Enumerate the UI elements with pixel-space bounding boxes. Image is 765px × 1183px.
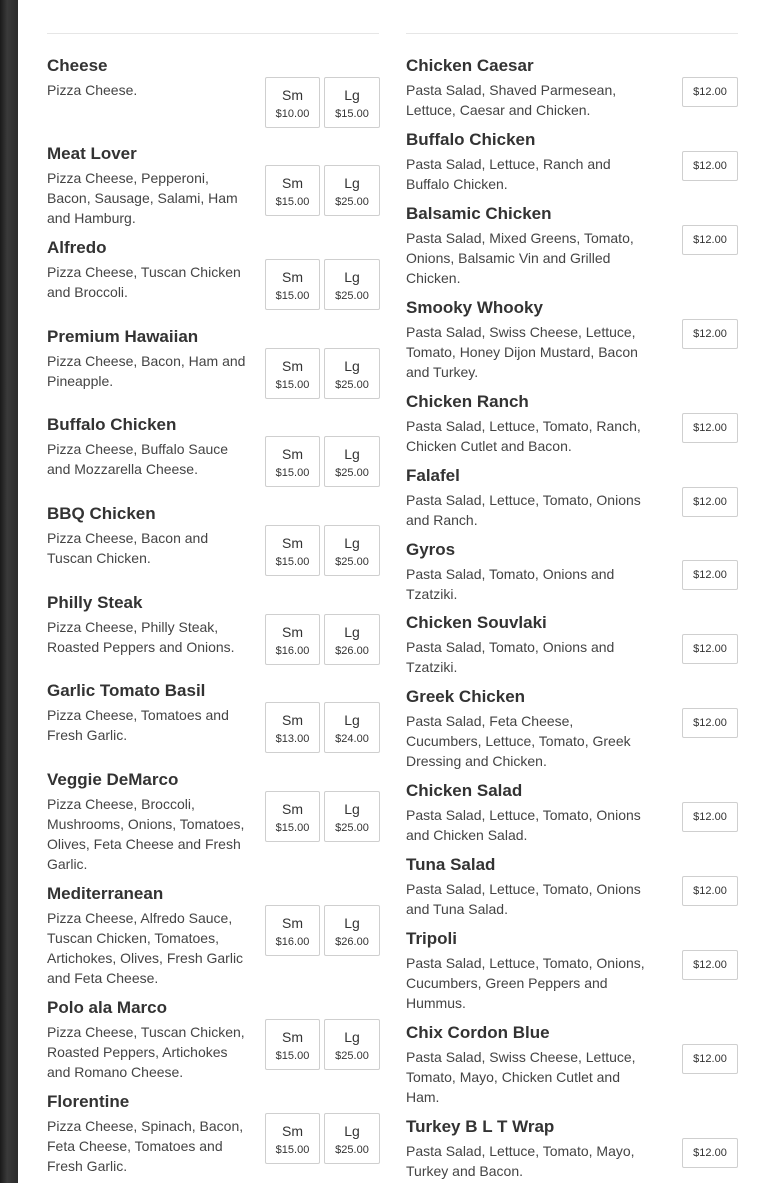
item-description: Pizza Cheese, Tuscan Chicken, Roasted Peppers, Artichokes and Romano Cheese. (47, 1024, 245, 1080)
size-large-button[interactable] (324, 259, 380, 310)
price-button[interactable] (682, 802, 738, 832)
item-description: Pasta Salad, Swiss Cheese, Lettuce, Tomato, Mayo, Chicken Cutlet and Ham. (406, 1049, 636, 1105)
price: $12.00 (693, 569, 727, 581)
size-large-button[interactable] (324, 77, 380, 128)
size-label: Lg (344, 175, 360, 191)
item-description: Pizza Cheese, Tomatoes and Fresh Garlic. (47, 707, 229, 743)
size-label: Sm (282, 446, 303, 462)
price: $12.00 (693, 885, 727, 897)
size-label: Sm (282, 712, 303, 728)
price-button[interactable] (682, 487, 738, 517)
size-label: Lg (344, 87, 360, 103)
item-name: BBQ Chicken (47, 504, 156, 523)
item-description: Pasta Salad, Tomato, Onions and Tzatziki. (406, 639, 615, 675)
size-small-button[interactable] (265, 702, 320, 753)
price: $16.00 (275, 645, 310, 657)
price: $25.00 (335, 196, 369, 208)
price-button[interactable] (682, 560, 738, 590)
price: $12.00 (693, 1053, 727, 1065)
price: $12.00 (693, 959, 727, 971)
price-button[interactable] (682, 634, 738, 664)
item-description: Pasta Salad, Lettuce, Tomato, Onions and Ranch. (406, 492, 641, 528)
price-button[interactable] (682, 950, 738, 980)
price: $12.00 (693, 811, 727, 823)
item-name: Chicken Salad (406, 781, 523, 800)
size-label: Sm (282, 175, 303, 191)
price-button[interactable] (682, 77, 738, 107)
size-large-button[interactable] (324, 525, 380, 576)
size-large-button[interactable] (324, 791, 380, 842)
size-small-button[interactable] (265, 165, 320, 216)
price: $12.00 (693, 86, 727, 98)
item-name: Chicken Ranch (406, 392, 529, 411)
price: $15.00 (275, 556, 310, 568)
price-button[interactable] (682, 225, 738, 255)
item-description: Pasta Salad, Lettuce, Tomato, Onions and Tuna Salad. (406, 881, 641, 917)
size-small-button[interactable] (265, 791, 320, 842)
price: $24.00 (335, 733, 369, 745)
divider (406, 33, 738, 34)
size-small-button[interactable] (265, 436, 320, 487)
size-label: Sm (282, 801, 303, 817)
item-name: Philly Steak (47, 593, 143, 612)
price: $15.00 (275, 196, 310, 208)
item-name: Meat Lover (47, 144, 137, 163)
size-large-button[interactable] (324, 702, 380, 753)
item-description: Pizza Cheese, Buffalo Sauce and Mozzarella Cheese. (47, 441, 229, 477)
item-description: Pasta Salad, Swiss Cheese, Lettuce, Tomato, Honey Dijon Mustard, Bacon and Turkey. (406, 324, 638, 380)
window-edge (0, 0, 18, 1183)
menu-page (18, 0, 765, 1183)
item-description: Pizza Cheese, Bacon, Ham and Pineapple. (47, 353, 246, 389)
item-description: Pizza Cheese. (47, 82, 138, 98)
size-label: Sm (282, 358, 303, 374)
price: $15.00 (275, 290, 310, 302)
price-button[interactable] (682, 151, 738, 181)
size-small-button[interactable] (265, 905, 320, 956)
size-label: Sm (282, 915, 303, 931)
size-small-button[interactable] (265, 259, 320, 310)
item-description: Pizza Cheese, Spinach, Bacon, Feta Cheese, Tomatoes and Fresh Garlic. (47, 1118, 244, 1174)
item-name: Gyros (406, 540, 456, 559)
size-label: Sm (282, 87, 303, 103)
size-small-button[interactable] (265, 1113, 320, 1164)
size-label: Lg (344, 358, 360, 374)
price: $25.00 (335, 379, 369, 391)
price: $12.00 (693, 234, 727, 246)
item-description: Pizza Cheese, Pepperoni, Bacon, Sausage, Salami, Ham and Hamburg. (47, 170, 238, 226)
size-small-button[interactable] (265, 348, 320, 399)
price: $15.00 (275, 1050, 310, 1062)
item-description: Pasta Salad, Mixed Greens, Tomato, Onions, Balsamic Vin and Grilled Chicken. (406, 230, 634, 286)
size-label: Lg (344, 915, 360, 931)
price: $15.00 (275, 822, 310, 834)
item-description: Pasta Salad, Feta Cheese, Cucumbers, Lettuce, Tomato, Greek Dressing and Chicken. (406, 713, 631, 769)
price-button[interactable] (682, 1138, 738, 1168)
price: $25.00 (335, 1144, 369, 1156)
item-name: Polo ala Marco (47, 998, 167, 1017)
item-name: Chicken Souvlaki (406, 613, 547, 632)
price: $15.00 (275, 379, 310, 391)
item-name: Chicken Caesar (406, 56, 534, 75)
size-large-button[interactable] (324, 348, 380, 399)
size-label: Lg (344, 446, 360, 462)
item-name: Balsamic Chicken (406, 204, 552, 223)
price: $15.00 (335, 108, 369, 120)
price: $26.00 (335, 645, 369, 657)
item-name: Tripoli (406, 929, 457, 948)
price-button[interactable] (682, 413, 738, 443)
price: $16.00 (275, 936, 310, 948)
price-button[interactable] (682, 876, 738, 906)
item-name: Greek Chicken (406, 687, 526, 706)
size-large-button[interactable] (324, 1113, 380, 1164)
price: $10.00 (275, 108, 310, 120)
item-description: Pasta Salad, Lettuce, Ranch and Buffalo Chicken. (406, 156, 611, 192)
price-button[interactable] (682, 1044, 738, 1074)
size-small-button[interactable] (265, 525, 320, 576)
size-label: Lg (344, 1123, 360, 1139)
item-name: Tuna Salad (406, 855, 496, 874)
price-button[interactable] (682, 708, 738, 738)
price: $15.00 (275, 467, 310, 479)
price: $25.00 (335, 822, 369, 834)
item-description: Pizza Cheese, Bacon and Tuscan Chicken. (47, 530, 209, 566)
item-name: Smooky Whooky (406, 298, 543, 317)
size-small-button[interactable] (265, 1019, 320, 1070)
item-name: Florentine (47, 1092, 130, 1111)
item-description: Pasta Salad, Lettuce, Tomato, Onions and Chicken Salad. (406, 807, 641, 843)
price: $12.00 (693, 643, 727, 655)
price: $12.00 (693, 717, 727, 729)
item-description: Pasta Salad, Lettuce, Tomato, Onions, Cucumbers, Green Peppers and Hummus. (406, 955, 645, 1011)
item-description: Pasta Salad, Tomato, Onions and Tzatziki. (406, 566, 615, 602)
item-description: Pasta Salad, Shaved Parmesean, Lettuce, Caesar and Chicken. (406, 82, 617, 118)
price-button[interactable] (682, 319, 738, 349)
size-label: Sm (282, 269, 303, 285)
item-name: Turkey B L T Wrap (406, 1117, 555, 1136)
price: $25.00 (335, 467, 369, 479)
size-label: Lg (344, 535, 360, 551)
price: $26.00 (335, 936, 369, 948)
item-description: Pizza Cheese, Broccoli, Mushrooms, Onions, Tomatoes, Olives, Feta Cheese and Fresh Garlic. (47, 796, 245, 872)
size-label: Sm (282, 535, 303, 551)
size-label: Sm (282, 1123, 303, 1139)
item-description: Pasta Salad, Lettuce, Tomato, Mayo, Turkey and Bacon. (406, 1143, 635, 1179)
item-name: Chix Cordon Blue (406, 1023, 550, 1042)
price: $25.00 (335, 290, 369, 302)
price: $25.00 (335, 1050, 369, 1062)
size-large-button[interactable] (324, 614, 380, 665)
size-large-button[interactable] (324, 165, 380, 216)
size-label: Lg (344, 801, 360, 817)
size-label: Lg (344, 1029, 360, 1045)
item-name: Buffalo Chicken (47, 415, 177, 434)
item-description: Pasta Salad, Lettuce, Tomato, Ranch, Chicken Cutlet and Bacon. (406, 418, 641, 454)
size-label: Lg (344, 712, 360, 728)
item-name: Veggie DeMarco (47, 770, 179, 789)
item-name: Buffalo Chicken (406, 130, 536, 149)
price: $12.00 (693, 496, 727, 508)
item-name: Premium Hawaiian (47, 327, 199, 346)
size-label: Lg (344, 269, 360, 285)
item-name: Alfredo (47, 238, 107, 257)
size-label: Sm (282, 1029, 303, 1045)
price: $12.00 (693, 328, 727, 340)
price: $12.00 (693, 160, 727, 172)
price: $25.00 (335, 556, 369, 568)
price: $13.00 (275, 733, 310, 745)
size-large-button[interactable] (324, 436, 380, 487)
item-description: Pizza Cheese, Philly Steak, Roasted Peppers and Onions. (47, 619, 235, 655)
price: $12.00 (693, 422, 727, 434)
item-name: Falafel (406, 466, 460, 485)
item-description: Pizza Cheese, Alfredo Sauce, Tuscan Chicken, Tomatoes, Artichokes, Olives, Fresh Garlic and Feta Cheese. (47, 910, 244, 986)
size-label: Lg (344, 624, 360, 640)
size-small-button[interactable] (265, 77, 320, 128)
size-large-button[interactable] (324, 905, 380, 956)
item-name: Cheese (47, 56, 108, 75)
item-name: Garlic Tomato Basil (47, 681, 206, 700)
size-small-button[interactable] (265, 614, 320, 665)
size-large-button[interactable] (324, 1019, 380, 1070)
item-name: Mediterranean (47, 884, 164, 903)
size-label: Sm (282, 624, 303, 640)
price: $15.00 (275, 1144, 310, 1156)
item-description: Pizza Cheese, Tuscan Chicken and Broccoli. (47, 264, 241, 300)
divider (47, 33, 379, 34)
price: $12.00 (693, 1147, 727, 1159)
